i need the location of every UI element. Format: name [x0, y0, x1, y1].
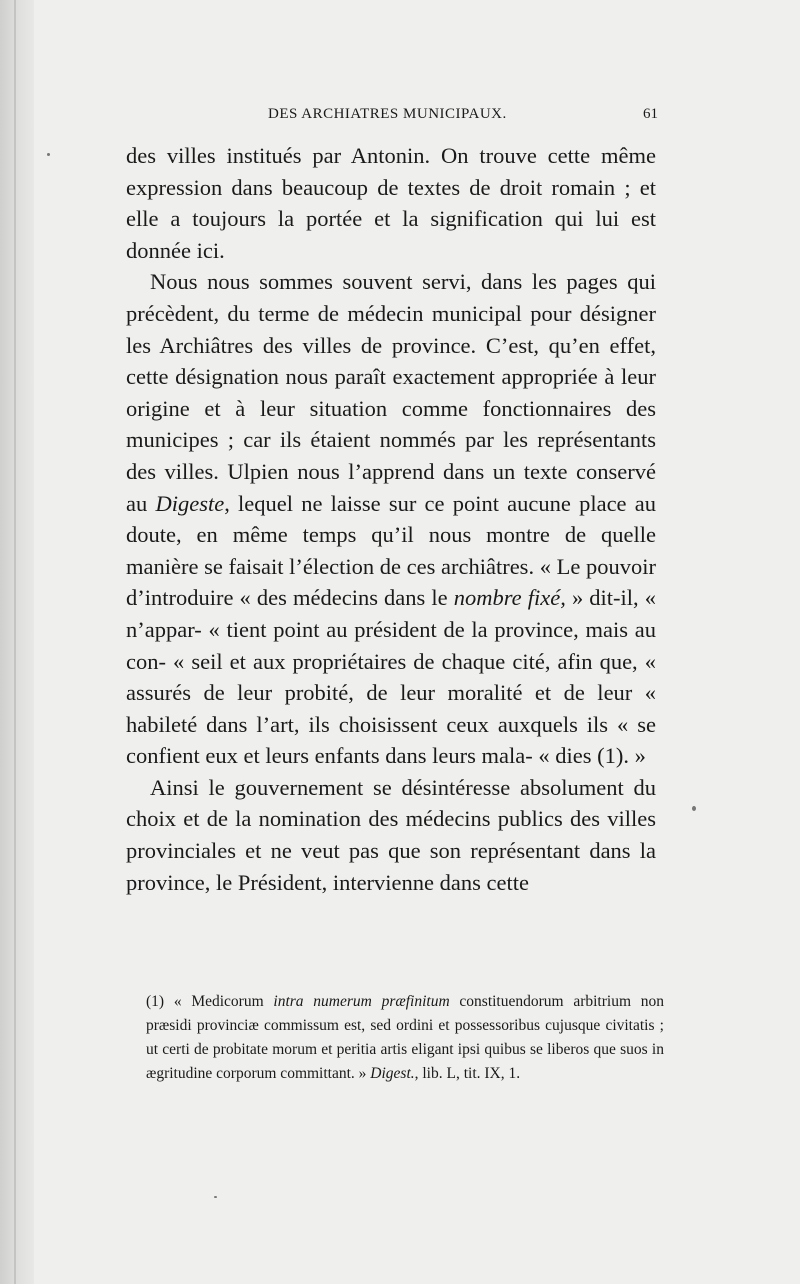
footnote-text: (1) « Medicorum	[146, 993, 274, 1010]
paragraph	[126, 266, 656, 772]
footnote-italic: Digest.	[370, 1065, 415, 1082]
footnote-text: , lib. L, tit. IX, 1.	[414, 1065, 521, 1082]
paper-speck	[692, 806, 696, 811]
text-span: des villes institués par Antonin. On trouve cette même expression dans beaucoup de textes de droit romain ; et elle a toujours la portée et la signification qui lui est donnée ici.	[126, 143, 656, 263]
italic-text-span: nombre fixé,	[453, 585, 566, 611]
paragraph	[126, 772, 656, 898]
paper-speck	[47, 153, 50, 156]
page-gutter-edge	[0, 0, 34, 1284]
main-text	[126, 140, 656, 898]
footnote-text: constituendorum arbitrium non præsidi provinciæ commissum est, sed ordini et possessoribus cujusque civitatis ; ut certi de probitate morum et peritia artis eligant ipsi quibus se liberos que suos in ægritudine corporum committant. »	[146, 993, 665, 1082]
text-span: Ainsi le gouvernement se désintéresse absolument du choix et de la nomination des médecins publics des villes provinciales et ne veut pas que son représentant dans la province, le Président, intervienne dans cette	[126, 774, 656, 895]
text-span: » dit-il, « n’appar- « tient point au président de la province, mais au con- « seil et aux propriétaires de chaque cité, afin que, « assurés de leur probité, de leur moralité et de leur « habileté dans l’art, ils choisissent ceux auxquels ils « se confient eux et leurs enfants dans leurs mala- « dies (1). »	[126, 585, 656, 769]
page-number: 61	[643, 106, 658, 122]
text-span: Nous nous sommes souvent servi, dans les pages qui précèdent, du terme de médecin municipal pour désigner les Archiâtres des villes de province. C’est, qu’en effet, cette désignation nous paraît exactement appropriée à leur origine et à leur situation comme fonctionnaires des municipes ; car ils étaient nommés par les représentants des villes. Ulpien nous l’apprend dans un texte conservé au	[126, 269, 656, 516]
footnote	[146, 990, 664, 1086]
page-header	[130, 104, 658, 128]
italic-text-span: Digeste	[155, 490, 225, 516]
paper-speck	[214, 1196, 217, 1198]
text-span: , lequel ne laisse sur ce point aucune place au doute, en même temps qu’il nous montre de quelle manière se faisait l’élection de ces archiâtres. « Le pouvoir d’introduire « des médecins dans le	[126, 490, 656, 611]
footnote-italic: intra numerum præfinitum	[273, 993, 450, 1010]
running-title: DES ARCHIATRES MUNICIPAUX.	[268, 106, 507, 122]
paragraph	[126, 140, 656, 266]
